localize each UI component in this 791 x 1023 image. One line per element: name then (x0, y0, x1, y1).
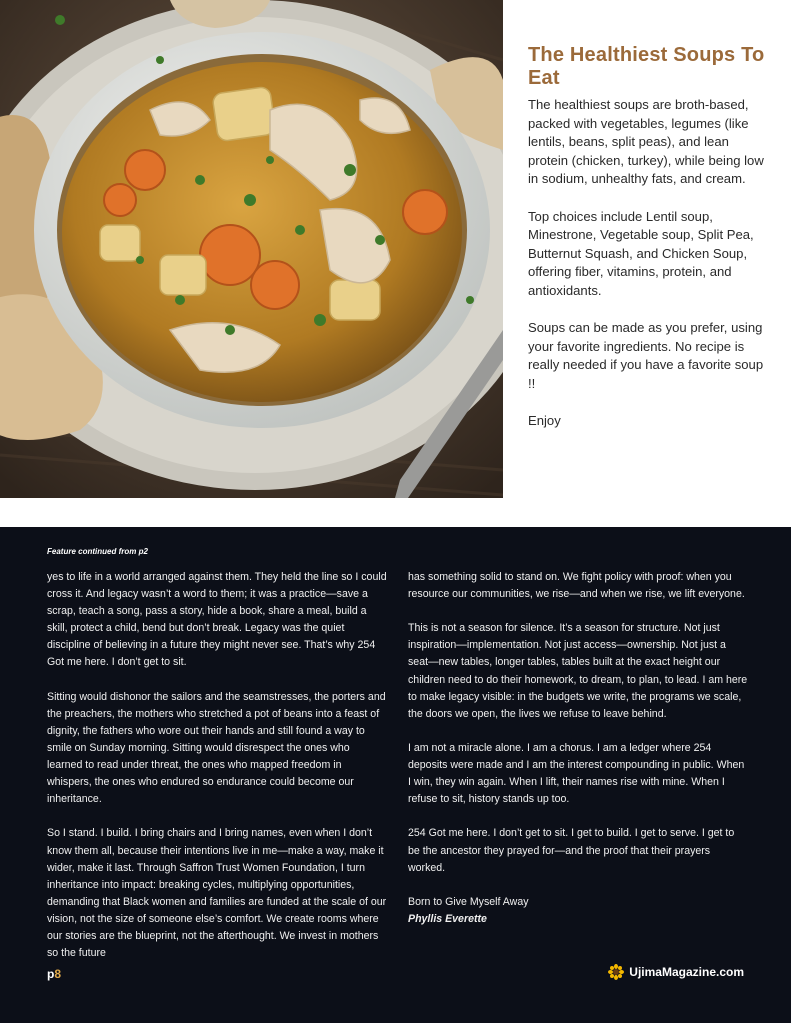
page-prefix: p (47, 967, 55, 981)
page-number-value: 8 (54, 967, 62, 981)
feature-section (0, 527, 791, 1023)
article-paragraph: Top choices include Lentil soup, Minestrone, Vegetable soup, Split Pea, Butternut Squash, and Chicken Soup, offering fiber, vitamins, protein, and antioxidants. (528, 208, 754, 298)
soup-photo (0, 0, 503, 498)
feature-paragraph: 254 Got me here. I don’t get to sit. I get to build. I get to serve. I get to be the ancestor they prayed for—and the proof that their prayers worked. (408, 827, 735, 874)
author-signature: Phyllis Everette (408, 912, 487, 925)
feature-column-right (408, 569, 748, 928)
feature-paragraph: I am not a miracle alone. I am a chorus. I am a ledger where 254 deposits were made and I am the interest compounding in public. When I win, they win again. When I lift, their names rise with mine. When I refuse to sit, history stands up too. (408, 741, 745, 806)
feature-paragraph: has something solid to stand on. We fight policy with proof: when you resource our communities, we rise—and when we rise, we lift everyone. (408, 571, 745, 601)
chicken-vegetable-soup-photo (0, 0, 503, 498)
feature-paragraph: So I stand. I build. I bring chairs and I bring names, even when I don’t know them all, because their intentions live in me—make a way, make it wider, make it last. Through Saffron Trust Women Foundation, I turn inheritance into impact: breaking cycles, multiplying opportunities, demanding that Black women and families are funded at the scale of our vision, not the size of someone else’s comfort. We create rooms where our stories are the blueprint, not the afterthought. We invest in mothers so the future (47, 827, 387, 960)
feature-paragraph: This is not a season for silence. It’s a season for structure. Not just inspiration—implementation. Not just access—ownership. Not just a seat—new tables, longer tables, tables built at the exact height our children need to do their homework, to dream, to plan, to lead. I am here to make legacy visible: in the budgets we write, the programs we scale, the doors we open, the lives we refuse to leave behind. (408, 622, 748, 720)
article-title: The Healthiest Soups To Eat (528, 44, 765, 89)
feature-paragraph: Sitting would dishonor the sailors and the seamstresses, the porters and the preachers, the mothers who stretched a pot of beans into a feast of dignity, the fathers who wore out their hands and still found a way to smile on Sunday morning. Sitting would disrespect the ones who learned to read under threat, the ones who mapped freedom in whispers, the ones who endured so endurance could become our inheritance. (47, 690, 386, 806)
article-paragraph: Enjoy (528, 413, 561, 429)
closing-line: Born to Give Myself Away (408, 895, 529, 908)
article-paragraph: The healthiest soups are broth-based, packed with vegetables, legumes (like lentils, beans, split peas), and lean protein (chicken, turkey), while being low in sodium, unhealthy fats, and cream. (528, 97, 764, 187)
feature-column-left (47, 569, 387, 979)
article-paragraph: Soups can be made as you prefer, using your favorite ingredients. No recipe is really needed if you have a favorite soup !! (528, 320, 764, 391)
sunflower-icon (608, 964, 624, 980)
site-name[interactable]: UjimaMagazine.com (629, 965, 744, 979)
site-link[interactable] (608, 964, 744, 980)
feature-paragraph: yes to life in a world arranged against them. They held the line so I could cross it. And legacy wasn’t a word to them; it was a practice—save a scrap, teach a song, pass a story, hide a book, share a meal, build a skill, protect a child, bend but don’t break. Legacy was the quiet discipline of believing in a future they might never see. That’s why 254 Got me here. I don’t get to sit. (47, 571, 387, 669)
sidebar-article (528, 44, 768, 449)
feature-continued-note: Feature continued from p2 (47, 547, 148, 556)
page-number (47, 967, 61, 981)
